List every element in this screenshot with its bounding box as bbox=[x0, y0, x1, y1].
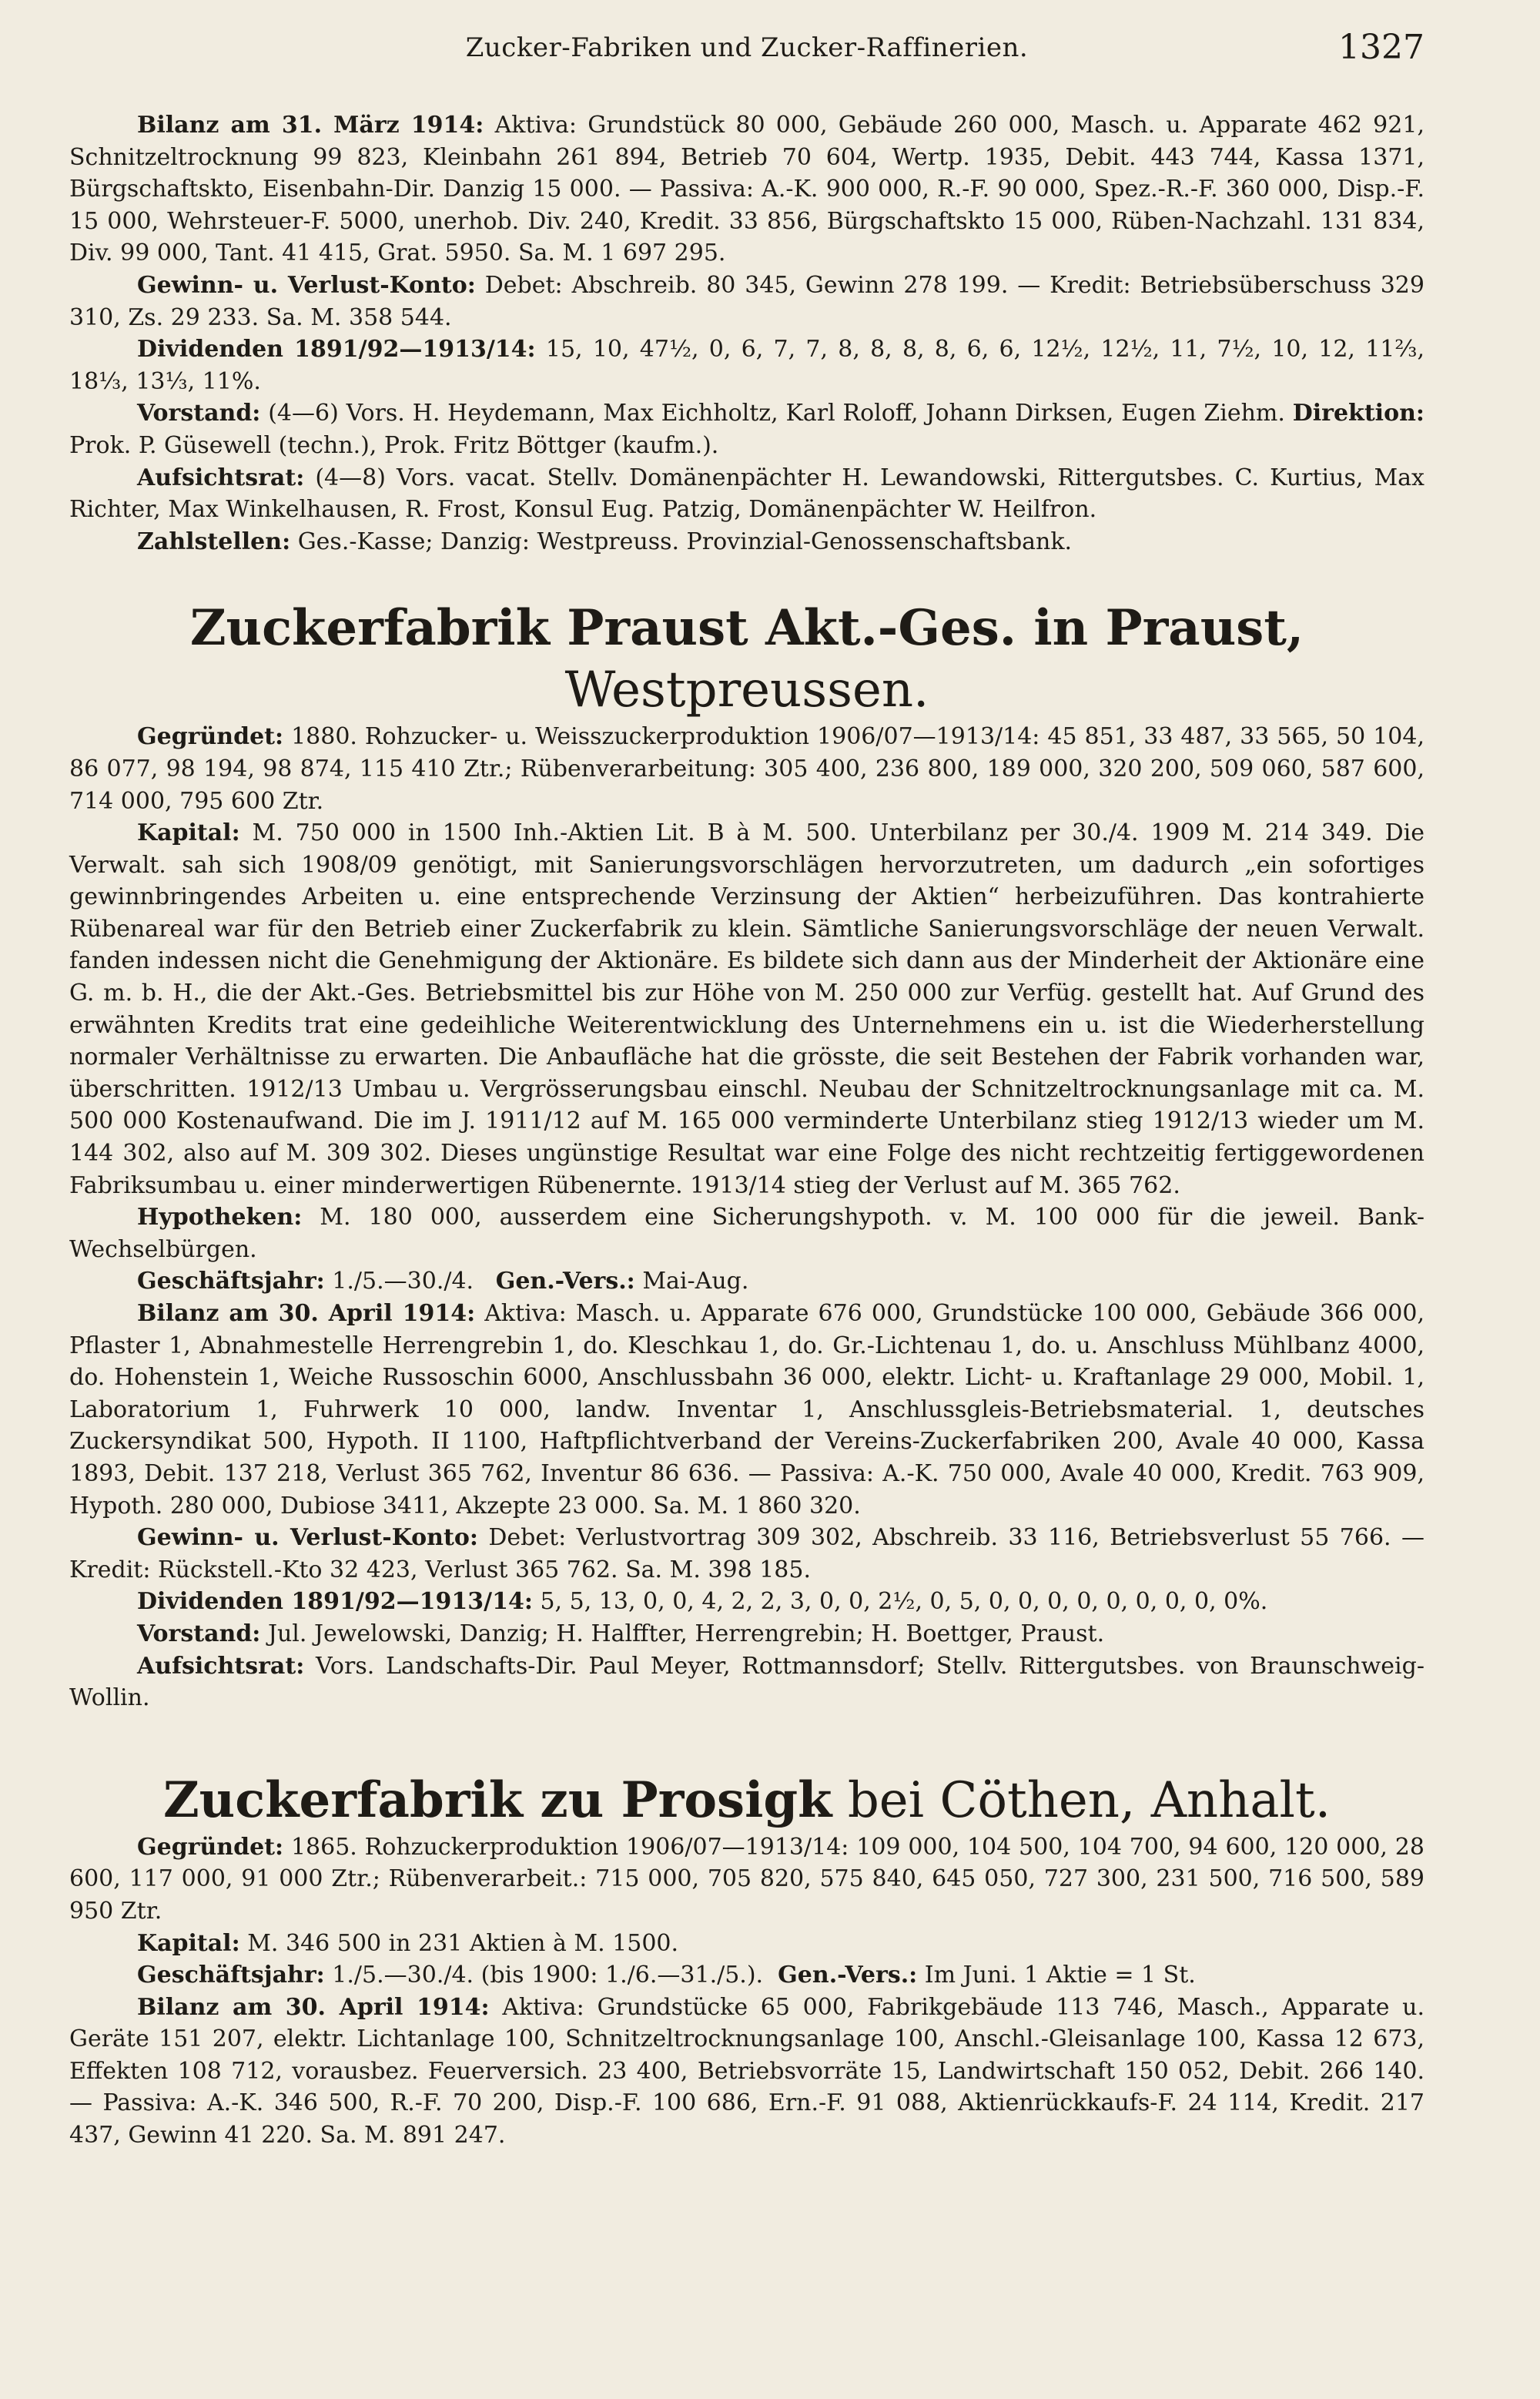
praust-aufsichtsrat-label: Aufsichtsrat: bbox=[137, 1652, 305, 1680]
praust-kapital-label: Kapital: bbox=[137, 819, 240, 847]
entry-vorstand bbox=[69, 397, 1424, 461]
entry-zahlstellen bbox=[69, 526, 1424, 558]
praust-gv-label: Gewinn- u. Verlust-Konto: bbox=[137, 1524, 478, 1552]
praust-kapital-text: M. 750 000 in 1500 Inh.-Aktien Lit. B à M. 500. Unterbilanz per 30./4. 1909 M. 214 349. Die Verwalt. sah sich 1908/09 genötigt, mit Sanierungsvorschlägen hervorzutreten, um dadurch „ein sofortiges gewinnbringendes Arbeiten u. eine entsprechende Verzinsung der Aktien“ herbeizuführen. Das kontrahierte Rübenareal war für den Betrieb einer Zuckerfabrik zu klein. Sämtliche Sanierungsvorschläge der neuen Verwalt. fanden indessen nicht die Genehmigung der Aktionäre. Es bildete sich dann aus der Minderheit der Aktionäre eine G. m. b. H., die der Akt.-Ges. Betriebsmittel bis zur Höhe von M. 250 000 zur Verfüg. gestellt hat. Auf Grund des erwähnten Kredits trat eine gedeihliche Weiterentwicklung des Unternehmens ein u. ist die Wiederherstellung normaler Verhältnisse zu erwarten. Die Anbaufläche hat die grösste, die seit Bestehen der Fabrik vorhanden war, überschritten. 1912/13 Umbau u. Vergrösserungsbau einschl. Neubau der Schnitzeltrocknungsanlage mit ca. M. 500 000 Kostenaufwand. Die im J. 1911/12 auf M. 165 000 verminderte Unterbilanz stieg 1912/13 wieder um M. 144 302, also auf M. 309 302. Dieses ungünstige Resultat war eine Folge des nicht rechtzeitig fertiggewordenen Fabriksumbau u. einer minderwertigen Rübenernte. 1913/14 stieg der Verlust auf M. 365 762. bbox=[69, 819, 1424, 1199]
praust-aufsichtsrat-text: Vors. Landschafts-Dir. Paul Meyer, Rottmannsdorf; Stellv. Rittergutsbes. von Braunschweig-Wollin. bbox=[69, 1652, 1424, 1712]
praust-aufsichtsrat bbox=[69, 1650, 1424, 1714]
section-title-praust-sub: Westpreussen. bbox=[564, 662, 929, 719]
prosigk-bilanz-label: Bilanz am 30. April 1914: bbox=[137, 1993, 490, 2021]
zahlstellen-text: Ges.-Kasse; Danzig: Westpreuss. Provinzial-Genossenschaftsbank. bbox=[297, 528, 1073, 555]
bilanz-text: Aktiva: Grundstück 80 000, Gebäude 260 000, Masch. u. Apparate 462 921, Schnitzeltrocknung 99 823, Kleinbahn 261 894, Betrieb 70 604, Wertp. 1935, Debit. 443 744, Kassa 1371, Bürgschaftskto, Eisenbahn-Dir. Danzig 15 000. — Passiva: A.-K. 900 000, R.-F. 90 000, Spez.-R.-F. 360 000, Disp.-F. 15 000, Wehrsteuer-F. 5000, unerhob. Div. 240, Kredit. 33 856, Bürgschaftskto 15 000, Rüben-Nachzahl. 131 834, Div. 99 000, Tant. 41 415, Grat. 5950. Sa. M. 1 697 295. bbox=[69, 112, 1424, 267]
praust-dividenden-text: 5, 5, 13, 0, 0, 4, 2, 2, 3, 0, 0, 2½, 0, 5, 0, 0, 0, 0, 0, 0, 0, 0, 0%. bbox=[540, 1588, 1268, 1616]
aufsichtsrat-label: Aufsichtsrat: bbox=[137, 464, 305, 491]
gv-text: Debet: Abschreib. 80 345, Gewinn 278 199. — Kredit: Betriebsüberschuss 329 310, Zs. 29 233. Sa. M. 358 544. bbox=[69, 271, 1424, 331]
running-header bbox=[69, 28, 1424, 79]
section-title-praust bbox=[69, 598, 1424, 721]
praust-hypotheken-text: M. 180 000, ausserdem eine Sicherungshypoth. v. M. 100 000 für die jeweil. Bank-Wechselbürgen. bbox=[69, 1204, 1424, 1263]
section-title-prosigk-sub: bei Cöthen, Anhalt. bbox=[847, 1771, 1331, 1829]
praust-gegruendet bbox=[69, 721, 1424, 817]
praust-dividenden bbox=[69, 1586, 1424, 1618]
praust-hypotheken-label: Hypotheken: bbox=[137, 1204, 303, 1231]
praust-bilanz-text: Aktiva: Masch. u. Apparate 676 000, Grundstücke 100 000, Gebäude 366 000, Pflaster 1, Abnahmestelle Herrengrebin 1, do. Kleschkau 1, do. Gr.-Lichtenau 1, do. u. Anschluss Mühlbanz 4000, do. Hohenstein 1, Weiche Russoschin 6000, Anschlussbahn 36 000, elektr. Licht- u. Kraftanlage 29 000, Mobil. 1, Laboratorium 1, Fuhrwerk 10 000, landw. Inventar 1, Anschlussgleis-Betriebsmaterial. 1, deutsches Zuckersyndikat 500, Hypoth. II 1100, Haftpflichtverband der Vereins-Zuckerfabriken 200, Avale 40 000, Kassa 1893, Debit. 137 218, Verlust 365 762, Inventur 86 636. — Passiva: A.-K. 750 000, Avale 40 000, Kredit. 763 909, Hypoth. 280 000, Dubiose 3411, Akzepte 23 000. Sa. M. 1 860 320. bbox=[69, 1300, 1424, 1519]
praust-gewinn-verlust bbox=[69, 1522, 1424, 1586]
zahlstellen-label: Zahlstellen: bbox=[137, 528, 291, 555]
prosigk-gegruendet-label: Gegründet: bbox=[137, 1833, 284, 1861]
praust-geschaeftsjahr-label: Geschäftsjahr: bbox=[137, 1268, 325, 1295]
praust-gv-text: Debet: Verlustvortrag 309 302, Abschreib. 33 116, Betriebsverlust 55 766. — Kredit: Rückstell.-Kto 32 423, Verlust 365 762. Sa. M. 398 185. bbox=[69, 1524, 1424, 1583]
direktion-label: Direktion: bbox=[1292, 400, 1424, 427]
praust-dividenden-label: Dividenden 1891/92—1913/14: bbox=[137, 1588, 533, 1616]
vorstand-text: (4—6) Vors. H. Heydemann, Max Eichholtz, Karl Roloff, Johann Dirksen, Eugen Ziehm. bbox=[268, 400, 1285, 427]
entry-gewinn-verlust bbox=[69, 270, 1424, 333]
praust-vorstand-label: Vorstand: bbox=[137, 1620, 261, 1647]
praust-vorstand bbox=[69, 1618, 1424, 1650]
prosigk-kapital-label: Kapital: bbox=[137, 1929, 240, 1957]
praust-hypotheken bbox=[69, 1201, 1424, 1265]
page-number: 1327 bbox=[1338, 28, 1424, 67]
prosigk-kapital-text: M. 346 500 in 231 Aktien à M. 1500. bbox=[247, 1929, 679, 1957]
dividenden-text: 15, 10, 47½, 0, 6, 7, 7, 8, 8, 8, 8, 6, 6, 12½, 12½, 11, 7½, 10, 12, 11⅔, 18⅓, 13⅓, 11%. bbox=[69, 336, 1424, 395]
prosigk-bilanz-text: Aktiva: Grundstücke 65 000, Fabrikgebäude 113 746, Masch., Apparate u. Geräte 151 207, elektr. Lichtanlage 100, Schnitzeltrocknungsanlage 100, Anschl.-Gleisanlage 100, Kassa 12 673, Effekten 108 712, vorausbez. Feuerversich. 23 400, Betriebsvorräte 15, Landwirtschaft 150 052, Debit. 266 140. — Passiva: A.-K. 346 500, R.-F. 70 200, Disp.-F. 100 686, Ern.-F. 91 088, Aktienrückkaufs-F. 24 114, Kredit. 217 437, Gewinn 41 220. Sa. M. 891 247. bbox=[69, 1993, 1424, 2149]
aufsichtsrat-text: (4—8) Vors. vacat. Stellv. Domänenpächter H. Lewandowski, Rittergutsbes. C. Kurtius, Max Richter, Max Winkelhausen, R. Frost, Konsul Eug. Patzig, Domänenpächter W. Heilfron. bbox=[69, 464, 1424, 524]
prosigk-genvers-text: Im Juni. 1 Aktie = 1 St. bbox=[924, 1962, 1196, 1989]
prosigk-geschaeftsjahr-label: Geschäftsjahr: bbox=[137, 1962, 325, 1989]
praust-genvers-text: Mai-Aug. bbox=[642, 1268, 749, 1295]
entry-dividenden bbox=[69, 333, 1424, 397]
section-title-praust-main: Zuckerfabrik Praust Akt.-Ges. in Praust, bbox=[189, 599, 1304, 658]
praust-bilanz bbox=[69, 1298, 1424, 1522]
praust-geschaeftsjahr bbox=[69, 1265, 1424, 1298]
prosigk-gegruendet-text: 1865. Rohzuckerproduktion 1906/07—1913/14: 109 000, 104 500, 104 700, 94 600, 120 000, 28 600, 117 000, 91 000 Ztr.; Rübenverarbeit.: 715 000, 705 820, 575 840, 645 050, 727 300, 231 500, 716 500, 589 950 Ztr. bbox=[69, 1833, 1424, 1925]
praust-gegruendet-text: 1880. Rohzucker- u. Weisszuckerproduktion 1906/07—1913/14: 45 851, 33 487, 33 565, 50 104, 86 077, 98 194, 98 874, 115 410 Ztr.; Rübenverarbeitung: 305 400, 236 800, 189 000, 320 200, 509 060, 587 600, 714 000, 795 600 Ztr. bbox=[69, 723, 1424, 815]
entry-bilanz bbox=[69, 109, 1424, 270]
prosigk-genvers-label: Gen.-Vers.: bbox=[778, 1962, 918, 1989]
section-title-prosigk-main: Zuckerfabrik zu Prosigk bbox=[162, 1771, 832, 1829]
running-title: Zucker-Fabriken und Zucker-Raffinerien. bbox=[465, 32, 1029, 63]
praust-bilanz-label: Bilanz am 30. April 1914: bbox=[137, 1300, 476, 1327]
direktion-text: Prok. P. Güsewell (techn.), Prok. Fritz Böttger (kaufm.). bbox=[69, 431, 719, 459]
prosigk-bilanz bbox=[69, 1992, 1424, 2152]
praust-vorstand-text: Jul. Jewelowski, Danzig; H. Halffter, Herrengrebin; H. Boettger, Praust. bbox=[267, 1620, 1105, 1647]
dividenden-label: Dividenden 1891/92—1913/14: bbox=[137, 336, 536, 364]
prosigk-geschaeftsjahr bbox=[69, 1959, 1424, 1992]
praust-kapital bbox=[69, 817, 1424, 1201]
praust-geschaeftsjahr-text: 1./5.—30./4. bbox=[332, 1268, 474, 1295]
prosigk-kapital bbox=[69, 1928, 1424, 1960]
prosigk-gegruendet bbox=[69, 1831, 1424, 1928]
section-title-prosigk bbox=[69, 1770, 1424, 1831]
entry-aufsichtsrat bbox=[69, 462, 1424, 526]
bilanz-label: Bilanz am 31. März 1914: bbox=[137, 112, 484, 139]
vorstand-label: Vorstand: bbox=[137, 400, 261, 427]
gv-label: Gewinn- u. Verlust-Konto: bbox=[137, 271, 476, 299]
prosigk-geschaeftsjahr-text: 1./5.—30./4. (bis 1900: 1./6.—31./5.). bbox=[332, 1962, 764, 1989]
praust-genvers-label: Gen.-Vers.: bbox=[495, 1268, 635, 1295]
praust-gegruendet-label: Gegründet: bbox=[137, 723, 284, 751]
